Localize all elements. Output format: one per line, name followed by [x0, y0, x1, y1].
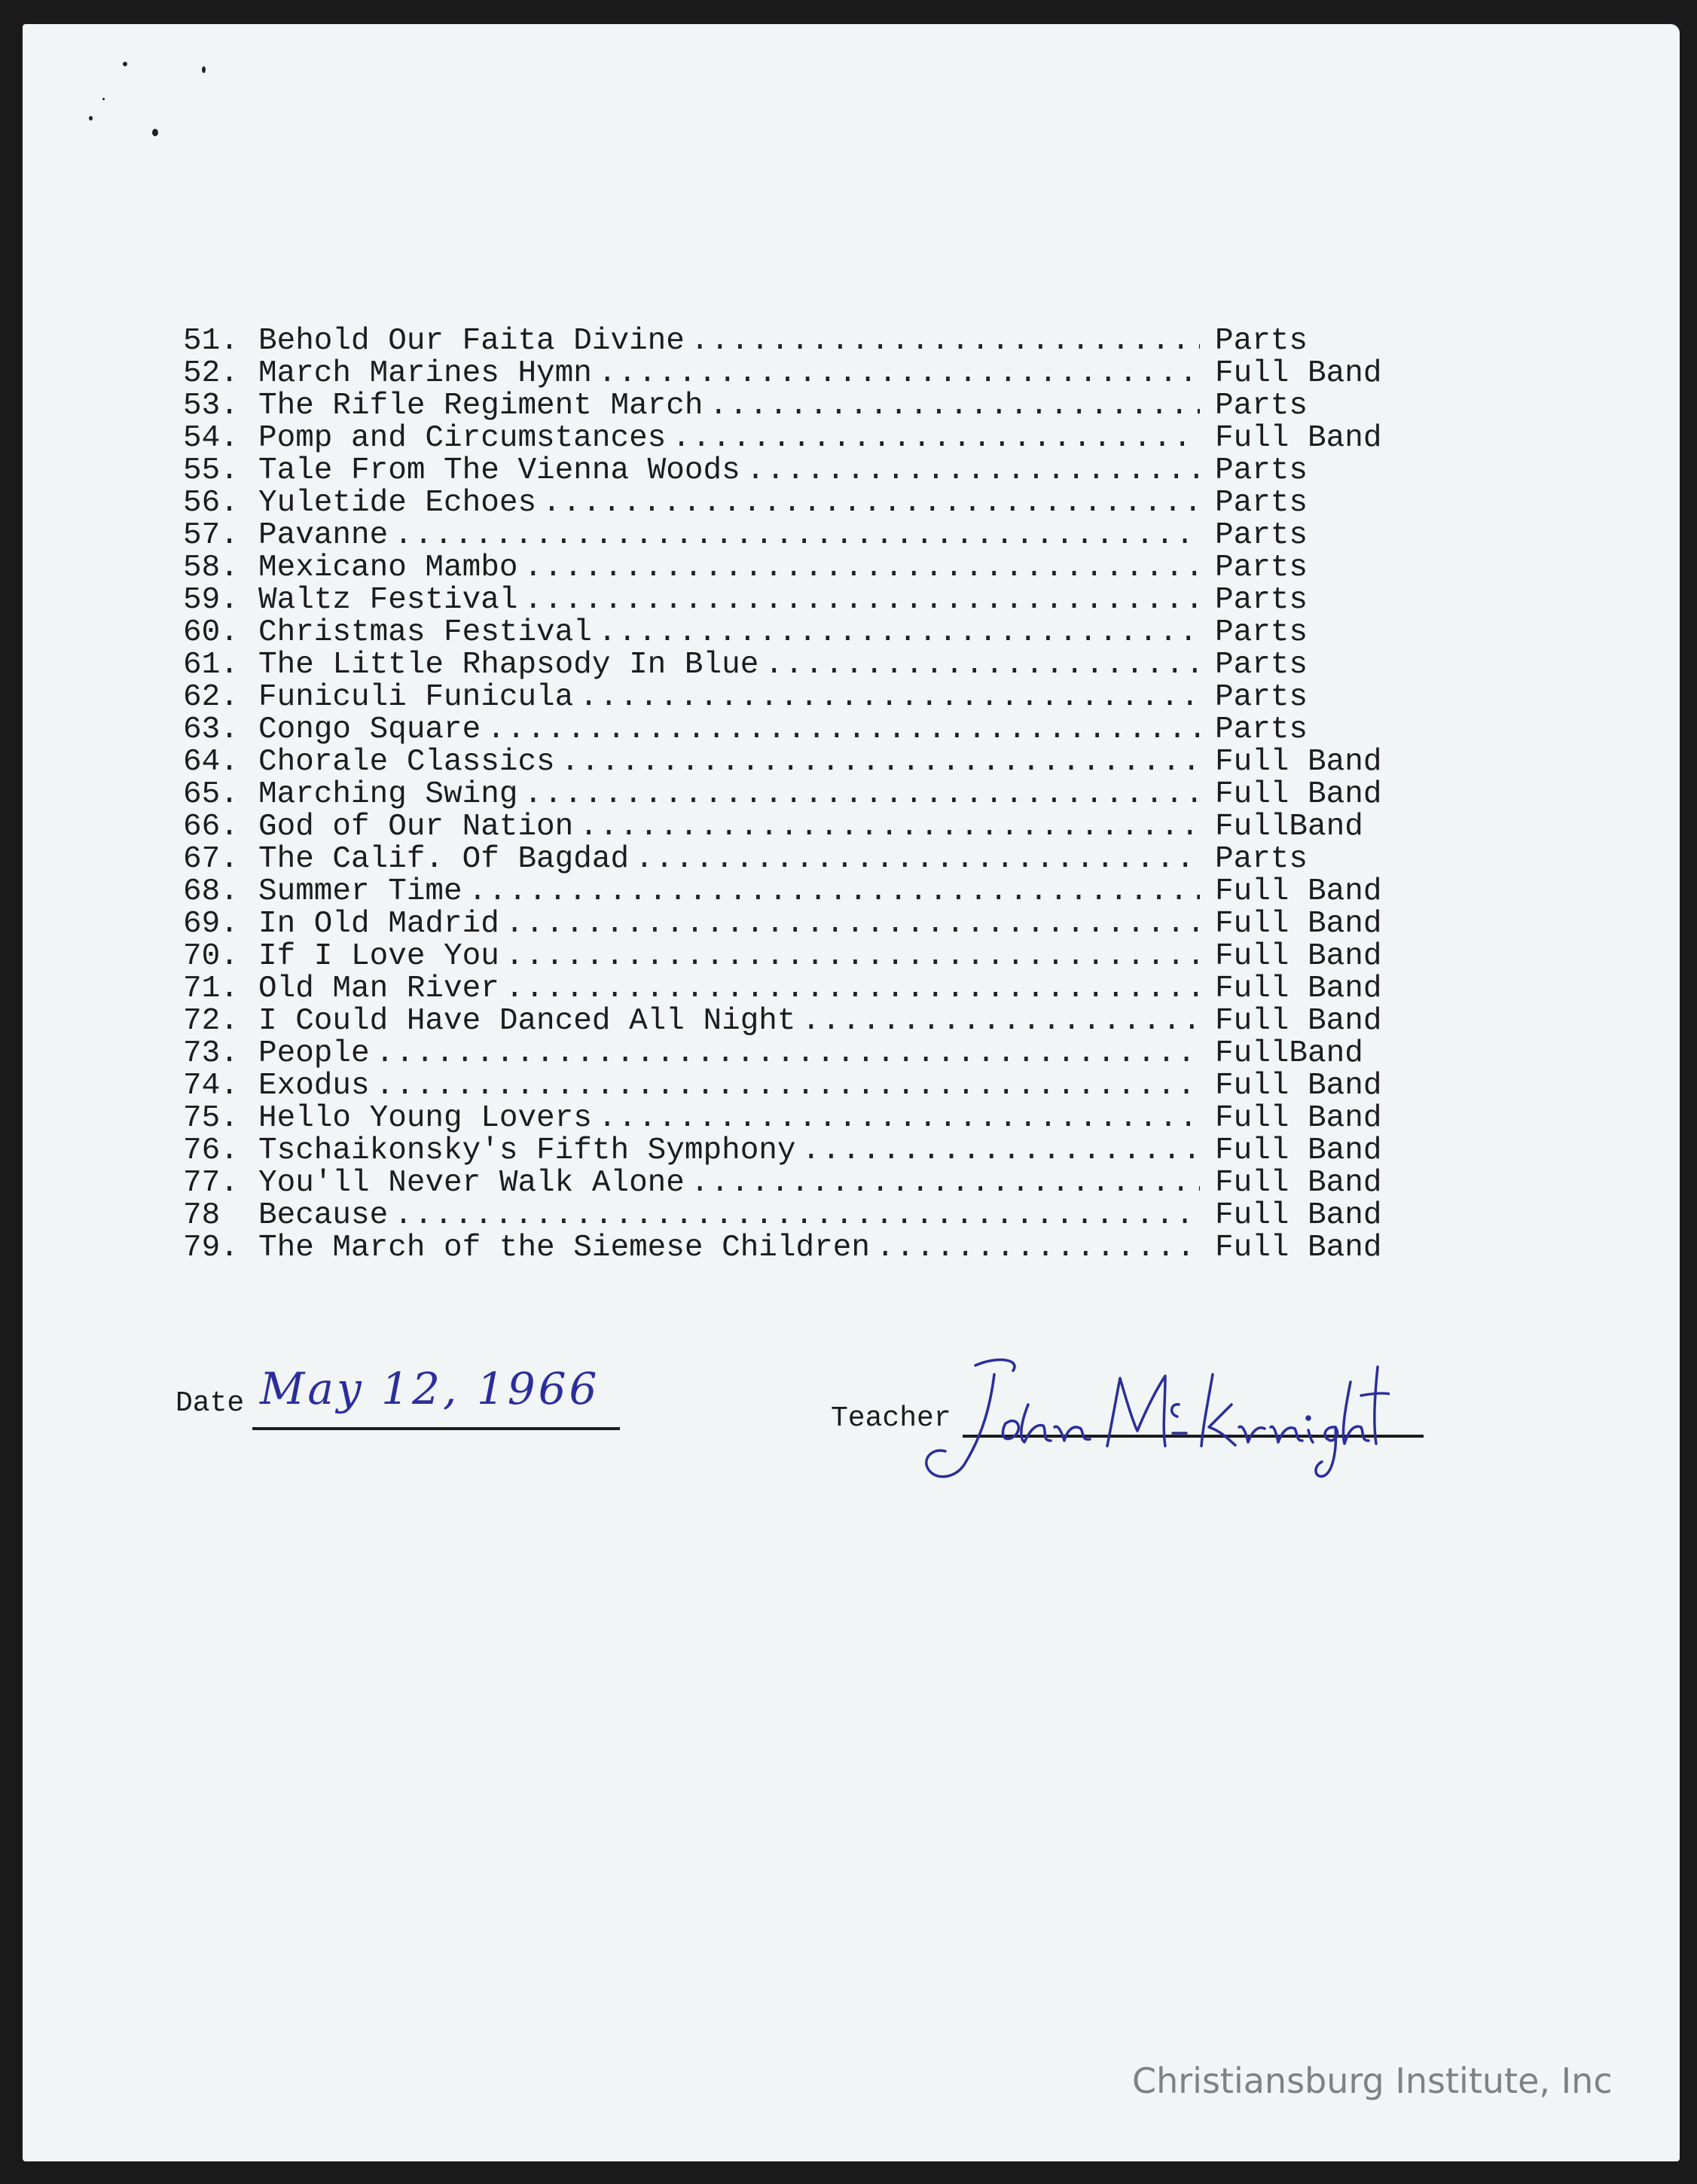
list-item [183, 908, 1388, 941]
dot-leader [635, 843, 1200, 876]
item-arrangement: Full Band [1215, 421, 1382, 456]
item-arrangement: Parts [1215, 680, 1308, 715]
item-arrangement: Parts [1215, 842, 1308, 877]
list-item [183, 714, 1388, 746]
item-number: 58. [183, 551, 239, 585]
item-arrangement: Parts [1215, 389, 1308, 423]
dot-leader [523, 584, 1200, 617]
item-arrangement: Full Band [1215, 1133, 1382, 1168]
item-title: Congo Square [258, 712, 481, 747]
list-item [183, 390, 1388, 422]
list-item [183, 779, 1388, 811]
dot-leader [561, 746, 1200, 779]
item-arrangement: Parts [1215, 551, 1308, 585]
item-title: Tschaikonsky's Fifth Symphony [258, 1133, 796, 1168]
item-title: Funiculi Funicula [258, 680, 574, 715]
item-number: 79. [183, 1231, 239, 1265]
dot-leader [598, 617, 1200, 649]
dot-leader [802, 1005, 1200, 1038]
dot-leader [542, 487, 1200, 520]
list-item [183, 973, 1388, 1005]
date-label: Date [175, 1387, 245, 1420]
dot-leader [598, 358, 1200, 390]
item-number: 55. [183, 453, 239, 488]
list-item [183, 1167, 1388, 1200]
dot-leader [505, 973, 1200, 1005]
list-item [183, 358, 1388, 390]
item-number: 54. [183, 421, 239, 456]
list-item [183, 520, 1388, 552]
item-title: The Rifle Regiment March [258, 389, 704, 423]
list-item [183, 1103, 1388, 1135]
list-item [183, 455, 1388, 487]
item-title: The Calif. Of Bagdad [258, 842, 630, 877]
item-title: Because [258, 1198, 389, 1233]
item-title: Mexicano Mambo [258, 551, 518, 585]
item-number: 78 [183, 1198, 221, 1233]
list-item [183, 1135, 1388, 1167]
item-title: Summer Time [258, 874, 462, 909]
dot-leader [523, 779, 1200, 811]
item-number: 77. [183, 1166, 239, 1200]
item-title: God of Our Nation [258, 810, 574, 844]
item-title: Chorale Classics [258, 745, 555, 779]
dot-leader [579, 682, 1200, 714]
item-number: 67. [183, 842, 239, 877]
item-number: 72. [183, 1004, 239, 1039]
item-arrangement: Full Band [1215, 1101, 1382, 1136]
item-arrangement: Parts [1215, 324, 1308, 358]
item-title: Marching Swing [258, 777, 518, 812]
list-item [183, 487, 1388, 520]
ink-speck [102, 98, 105, 100]
ink-speck [123, 62, 127, 66]
dot-leader [376, 1070, 1200, 1103]
item-number: 57. [183, 518, 239, 553]
date-underline [252, 1427, 620, 1430]
dot-leader [876, 1232, 1200, 1264]
dot-leader [505, 908, 1200, 941]
item-title: Behold Our Faita Divine [258, 324, 685, 358]
item-number: 52. [183, 356, 239, 391]
item-title: The March of the Siemese Children [258, 1231, 870, 1265]
item-number: 69. [183, 907, 239, 941]
item-arrangement: Parts [1215, 453, 1308, 488]
dot-leader [487, 714, 1200, 746]
item-title: I Could Have Danced All Night [258, 1004, 796, 1039]
item-title: Yuletide Echoes [258, 486, 537, 520]
item-title: In Old Madrid [258, 907, 499, 941]
list-item [183, 682, 1388, 714]
watermark: Christiansburg Institute, Inc [1132, 2060, 1613, 2101]
item-arrangement: Full Band [1215, 356, 1382, 391]
item-arrangement: Parts [1215, 615, 1308, 650]
item-title: You'll Never Walk Alone [258, 1166, 685, 1200]
ink-speck [152, 129, 158, 136]
item-number: 70. [183, 939, 239, 974]
dot-leader [710, 390, 1201, 422]
list-item [183, 843, 1388, 876]
item-title: The Little Rhapsody In Blue [258, 648, 759, 682]
item-arrangement: Full Band [1215, 1069, 1382, 1103]
item-number: 76. [183, 1133, 239, 1168]
item-number: 65. [183, 777, 239, 812]
item-arrangement: Full Band [1215, 874, 1382, 909]
list-item [183, 325, 1388, 358]
dot-leader [376, 1038, 1200, 1070]
list-item [183, 1232, 1388, 1264]
dot-leader [802, 1135, 1200, 1167]
teacher-signature [923, 1352, 1390, 1487]
item-arrangement: Full Band [1215, 1166, 1382, 1200]
item-number: 68. [183, 874, 239, 909]
item-number: 71. [183, 972, 239, 1006]
date-handwritten: May 12, 1966 [260, 1363, 600, 1414]
item-arrangement: Full Band [1215, 907, 1382, 941]
item-title: Hello Young Lovers [258, 1101, 592, 1136]
item-number: 59. [183, 583, 239, 618]
item-title: Old Man River [258, 972, 499, 1006]
dot-leader [765, 649, 1200, 682]
repertoire-list [183, 325, 1388, 1264]
item-arrangement: Parts [1215, 486, 1308, 520]
list-item [183, 649, 1388, 682]
item-title: Exodus [258, 1069, 370, 1103]
item-arrangement: Parts [1215, 712, 1308, 747]
item-arrangement: Full Band [1215, 745, 1382, 779]
dot-leader [746, 455, 1200, 487]
dot-leader [469, 876, 1200, 908]
teacher-label: Teacher [831, 1402, 951, 1435]
item-number: 62. [183, 680, 239, 715]
item-title: Tale From The Vienna Woods [258, 453, 740, 488]
ink-speck [89, 116, 93, 120]
list-item [183, 746, 1388, 779]
item-number: 60. [183, 615, 239, 650]
item-arrangement: Parts [1215, 648, 1308, 682]
item-number: 63. [183, 712, 239, 747]
list-item [183, 617, 1388, 649]
list-item [183, 422, 1388, 455]
item-number: 64. [183, 745, 239, 779]
list-item [183, 1005, 1388, 1038]
dot-leader [523, 552, 1200, 584]
list-item [183, 1070, 1388, 1103]
item-title: Waltz Festival [258, 583, 518, 618]
item-title: Christmas Festival [258, 615, 592, 650]
dot-leader [579, 811, 1200, 843]
item-arrangement: Parts [1215, 518, 1308, 553]
item-arrangement: Full Band [1215, 972, 1382, 1006]
list-item [183, 1200, 1388, 1232]
item-title: Pomp and Circumstances [258, 421, 667, 456]
dot-leader [691, 1167, 1200, 1200]
ink-speck [202, 66, 206, 73]
item-arrangement: Full Band [1215, 1198, 1382, 1233]
dot-leader [505, 941, 1200, 973]
item-title: If I Love You [258, 939, 499, 974]
item-arrangement: Full Band [1215, 1231, 1382, 1265]
dot-leader [394, 520, 1200, 552]
item-number: 75. [183, 1101, 239, 1136]
item-arrangement: FullBand [1215, 810, 1363, 844]
list-item [183, 552, 1388, 584]
dot-leader [672, 422, 1200, 455]
item-arrangement: Full Band [1215, 1004, 1382, 1039]
item-number: 61. [183, 648, 239, 682]
item-arrangement: Parts [1215, 583, 1308, 618]
list-item [183, 584, 1388, 617]
item-title: Pavanne [258, 518, 389, 553]
item-arrangement: Full Band [1215, 939, 1382, 974]
item-arrangement: FullBand [1215, 1036, 1363, 1071]
item-number: 66. [183, 810, 239, 844]
item-number: 73. [183, 1036, 239, 1071]
list-item [183, 941, 1388, 973]
list-item [183, 1038, 1388, 1070]
item-number: 56. [183, 486, 239, 520]
dot-leader [691, 325, 1200, 358]
dot-leader [598, 1103, 1200, 1135]
item-number: 53. [183, 389, 239, 423]
item-number: 74. [183, 1069, 239, 1103]
item-title: March Marines Hymn [258, 356, 592, 391]
list-item [183, 811, 1388, 843]
dot-leader [394, 1200, 1200, 1232]
list-item [183, 876, 1388, 908]
item-title: People [258, 1036, 370, 1071]
item-number: 51. [183, 324, 239, 358]
item-arrangement: Full Band [1215, 777, 1382, 812]
